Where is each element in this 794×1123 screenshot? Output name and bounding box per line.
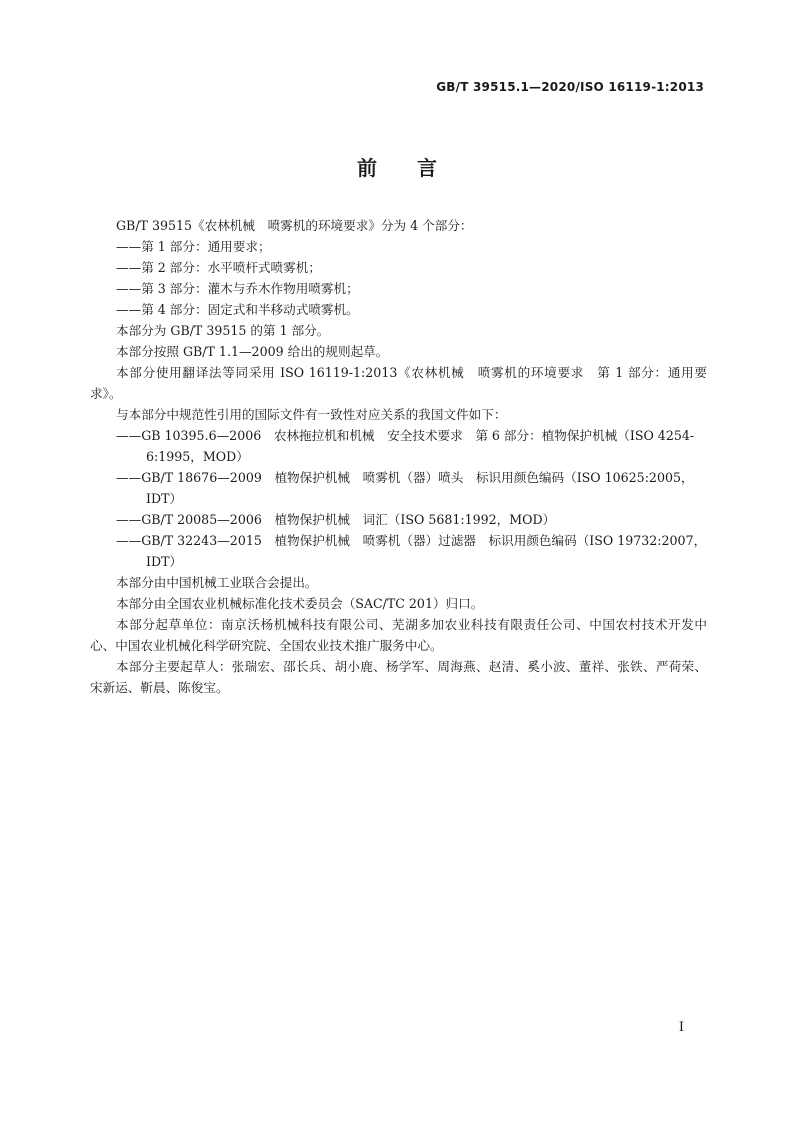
page-number: I — [678, 1020, 684, 1035]
page-title: 前言 — [357, 156, 477, 180]
list-item-part-2: ——第 2 部分：水平喷杆式喷雾机； — [116, 260, 321, 275]
paragraph-drafters: 本部分主要起草人：张瑞宏、邵长兵、胡小鹿、杨学军、周海燕、赵清、奚小波、董祥、张铁、严荷荣、宋新运、靳晨、陈俊宝。 — [90, 659, 707, 695]
paragraph-references-intro: 与本部分中规范性引用的国际文件有一致性对应关系的我国文件如下： — [116, 407, 507, 422]
reference-item-1: ——GB 10395.6—2006 农林拖拉机和机械 安全技术要求 第 6 部分：植物保护机械（ISO 4254-6:1995，MOD） — [116, 428, 695, 464]
reference-item-2: ——GB/T 18676—2009 植物保护机械 喷雾机（器）喷头 标识用颜色编码（ISO 10625:2005，IDT） — [116, 470, 694, 506]
list-item-part-1: ——第 1 部分：通用要求； — [116, 239, 271, 254]
paragraph-part-statement: 本部分为 GB/T 39515 的第 1 部分。 — [116, 323, 330, 338]
paragraph-drafting-rules: 本部分按照 GB/T 1.1—2009 给出的规则起草。 — [116, 344, 389, 359]
paragraph-proposer: 本部分由中国机械工业联合会提出。 — [116, 575, 318, 590]
standard-code-header: GB/T 39515.1—2020/ISO 16119-1:2013 — [436, 80, 704, 94]
reference-item-3: ——GB/T 20085—2006 植物保护机械 词汇（ISO 5681:1992，MOD） — [116, 512, 556, 527]
paragraph-committee: 本部分由全国农业机械标准化技术委员会（SAC/TC 201）归口。 — [116, 596, 484, 611]
paragraph-drafting-units: 本部分起草单位：南京沃杨机械科技有限公司、芜湖多加农业科技有限责任公司、中国农村技术开发中心、中国农业机械化科学研究院、全国农业技术推广服务中心。 — [90, 617, 707, 653]
paragraph-translation: 本部分使用翻译法等同采用 ISO 16119-1:2013《农林机械 喷雾机的环境要求 第 1 部分：通用要求》。 — [90, 365, 707, 401]
list-item-part-3: ——第 3 部分：灌木与乔木作物用喷雾机； — [116, 281, 359, 296]
list-item-part-4: ——第 4 部分：固定式和半移动式喷雾机。 — [116, 302, 359, 317]
document-body — [90, 215, 707, 698]
paragraph-intro: GB/T 39515《农林机械 喷雾机的环境要求》分为 4 个部分： — [116, 218, 473, 233]
reference-item-4: ——GB/T 32243—2015 植物保护机械 喷雾机（器）过滤器 标识用颜色编码（ISO 19732:2007，IDT） — [116, 533, 707, 569]
